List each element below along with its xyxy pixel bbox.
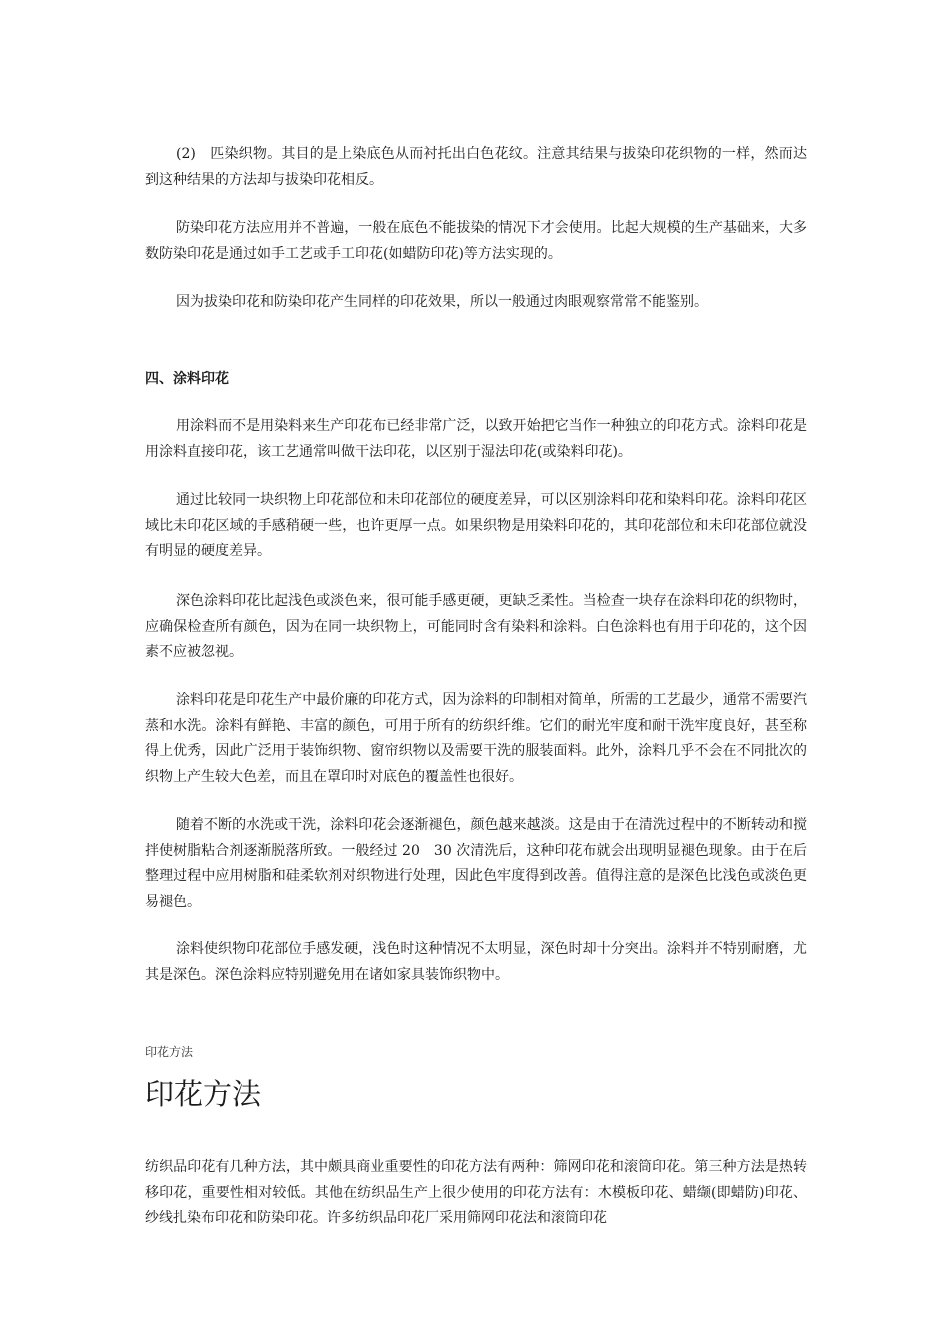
paragraph-identification: 因为拔染印花和防染印花产生同样的印花效果，所以一般通过肉眼观察常常不能鉴别。: [176, 294, 708, 310]
paragraph-discharge-dyeing: (2) 匹染织物。其目的是上染底色从而衬托出白色花纹。注意其结果与拔染印花织物的一样，然而达到这种结果的方法却与拔染印花相反。: [145, 146, 807, 188]
paragraph-hand-feel: 涂料使织物印花部位手感发硬，浅色时这种情况不太明显，深色时却十分突出。涂料并不特别耐磨，尤其是深色。深色涂料应特别避免用在诸如家具装饰织物中。: [145, 941, 807, 983]
paragraph-fading: 随着不断的水洗或干洗，涂料印花会逐渐褪色，颜色越来越淡。这是由于在清洗过程中的不断转动和搅拌使树脂粘合剂逐渐脱落所致。一般经过 20 30 次清洗后，这种印花布就会出现明显褪色现象。由于在后整理过程中应用树脂和硅柔软剂对织物进行处理，因此色牢度得到改善。值得注意的是深色比浅色或淡色更易褪色。: [145, 817, 807, 910]
section-heading: 四、涂料印花: [145, 371, 229, 387]
paragraph-cost: 涂料印花是印花生产中最价廉的印花方式，因为涂料的印制相对简单，所需的工艺最少，通常不需要汽蒸和水洗。涂料有鲜艳、丰富的颜色，可用于所有的纺织纤维。它们的耐光牢度和耐干洗牢度良好，甚至称得上优秀，因此广泛用于装饰织物、窗帘织物以及需要干洗的服装面料。此外，涂料几乎不会在不同批次的织物上产生较大色差，而且在罩印时对底色的覆盖性也很好。: [145, 692, 807, 785]
small-label: 印花方法: [145, 1045, 194, 1059]
paragraph-dark-pigment: 深色涂料印花比起浅色或淡色来，很可能手感更硬，更缺乏柔性。当检查一块存在涂料印花的织物时，应确保检查所有颜色，因为在同一块织物上，可能同时含有染料和涂料。白色涂料也有用于印花的，这个因素不应被忽视。: [145, 593, 807, 660]
paragraph-resist-printing: 防染印花方法应用并不普遍，一般在底色不能拔染的情况下才会使用。比起大规模的生产基础来，大多数防染印花是通过如手工艺或手工印花(如蜡防印花)等方法实现的。: [145, 220, 807, 262]
page-title: 印花方法: [145, 1077, 262, 1111]
paragraph-pigment-intro: 用涂料而不是用染料来生产印花布已经非常广泛，以致开始把它当作一种独立的印花方式。涂料印花是用涂料直接印花，该工艺通常叫做干法印花，以区别于湿法印花(或染料印花)。: [145, 418, 807, 460]
paragraph-hardness-test: 通过比较同一块织物上印花部位和未印花部位的硬度差异，可以区别涂料印花和染料印花。涂料印花区域比未印花区域的手感稍硬一些，也许更厚一点。如果织物是用染料印花的，其印花部位和未印花部位就没有明显的硬度差异。: [145, 492, 807, 559]
paragraph-printing-methods: 纺织品印花有几种方法，其中颇具商业重要性的印花方法有两种：筛网印花和滚筒印花。第三种方法是热转移印花，重要性相对较低。其他在纺织品生产上很少使用的印花方法有：木模板印花、蜡缬(即蜡防)印花、纱线扎染布印花和防染印花。许多纺织品印花厂采用筛网印花法和滚筒印花: [145, 1159, 807, 1226]
